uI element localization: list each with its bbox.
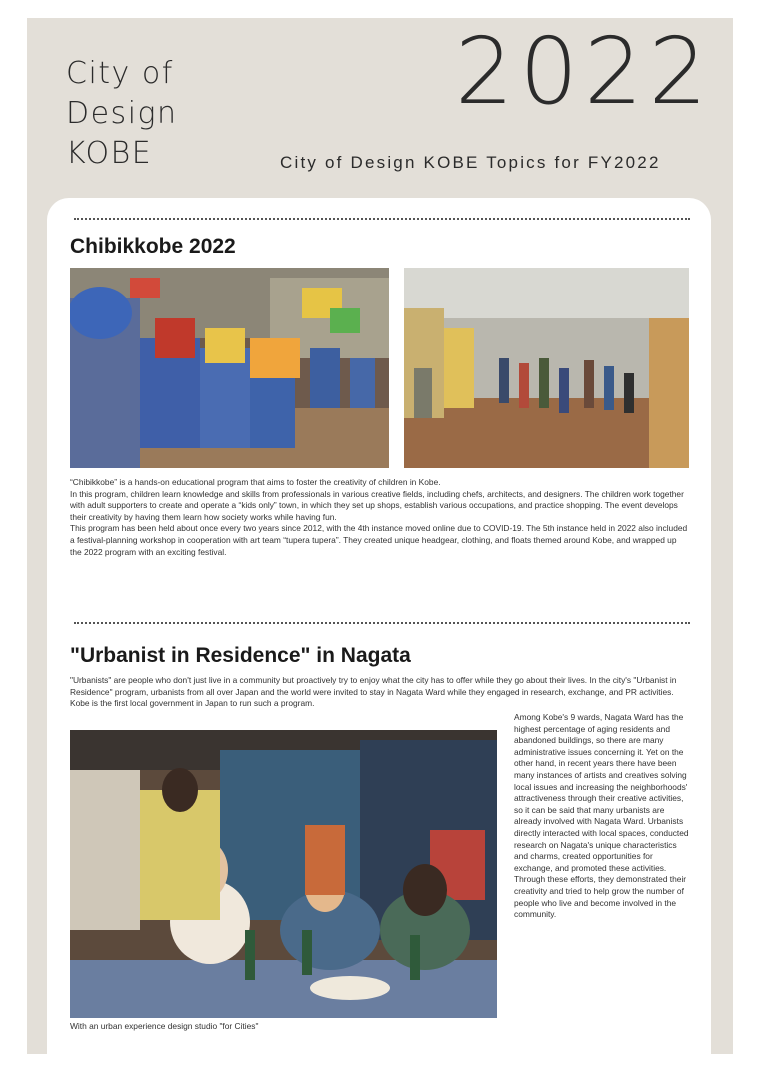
section2-side-text: Among Kobe's 9 wards, Nagata Ward has the highest percentage of aging residents and abandoned buildings, so there are many administrative issues concerning it. Yet on the other hand, in recent years there have been many instances of artists and creatives solving local issues and increasing the neighborhoods' attractiveness through their creative activities, so it can be said that many urbanists are already involved with Nagata Ward. Urbanists directly interacted with local spaces, conducted research on Nagata's unique characteristics and charms, created opportunities for exchange, and promoted these activities. Through these efforts, they demonstrated their creativity and tried to help grow the number of people who live and become involved in the community. bbox=[514, 712, 689, 920]
header-title-line-3: KOBE bbox=[66, 136, 153, 171]
section-divider-2 bbox=[74, 622, 690, 624]
header-subtitle: City of Design KOBE Topics for FY2022 bbox=[280, 153, 661, 172]
photo-kids-town-hall bbox=[404, 268, 689, 468]
section1-body bbox=[70, 477, 690, 558]
section-title-urbanist: "Urbanist in Residence" in Nagata bbox=[70, 644, 411, 667]
header-title bbox=[66, 54, 178, 174]
photo-caption: With an urban experience design studio "for Cities" bbox=[70, 1021, 259, 1031]
photo-festival-parade bbox=[70, 268, 389, 468]
photo-urbanists-dinner bbox=[70, 730, 497, 1018]
header-title-line-2: Design bbox=[66, 96, 178, 131]
section1-paragraph-1: “Chibikkobe” is a hands-on educational program that aims to foster the creativity of children in Kobe. bbox=[70, 477, 441, 487]
section-title-chibikkobe: Chibikkobe 2022 bbox=[70, 235, 236, 258]
header-title-line-1: City of bbox=[66, 56, 174, 91]
section1-paragraph-2: In this program, children learn knowledge and skills from professionals in various creative fields, including chefs, architects, and designers. The children work together with adult supporters to create and operate a “kids only” town, in which they set up shops, establish various occupations, and practice shopping. The event develops their creativity by having them learn how society works while having fun. bbox=[70, 488, 684, 522]
section2-intro: "Urbanists" are people who don't just live in a community but proactively try to enjoy what the city has to offer while they go about their lives. In the city's "Urbanist in Residence" program, urbanists from all over Japan and the world were invited to stay in Nagata Ward while they engaged in research, exchange, and PR activities. Kobe is the first local government in Japan to run such a program. bbox=[70, 675, 677, 709]
section1-paragraph-3: This program has been held about once every two years since 2012, with the 4th instance moved online due to COVID-19. The 5th instance held in 2022 also included a festival-planning workshop in cooperation with art team “tupera tupera”. They created unique headgear, clothing, and floats themed around Kobe, and wrapped up the 2022 program with an exciting festival. bbox=[70, 523, 688, 557]
header-year: 2022 bbox=[455, 18, 714, 125]
section-divider-1 bbox=[74, 218, 690, 220]
